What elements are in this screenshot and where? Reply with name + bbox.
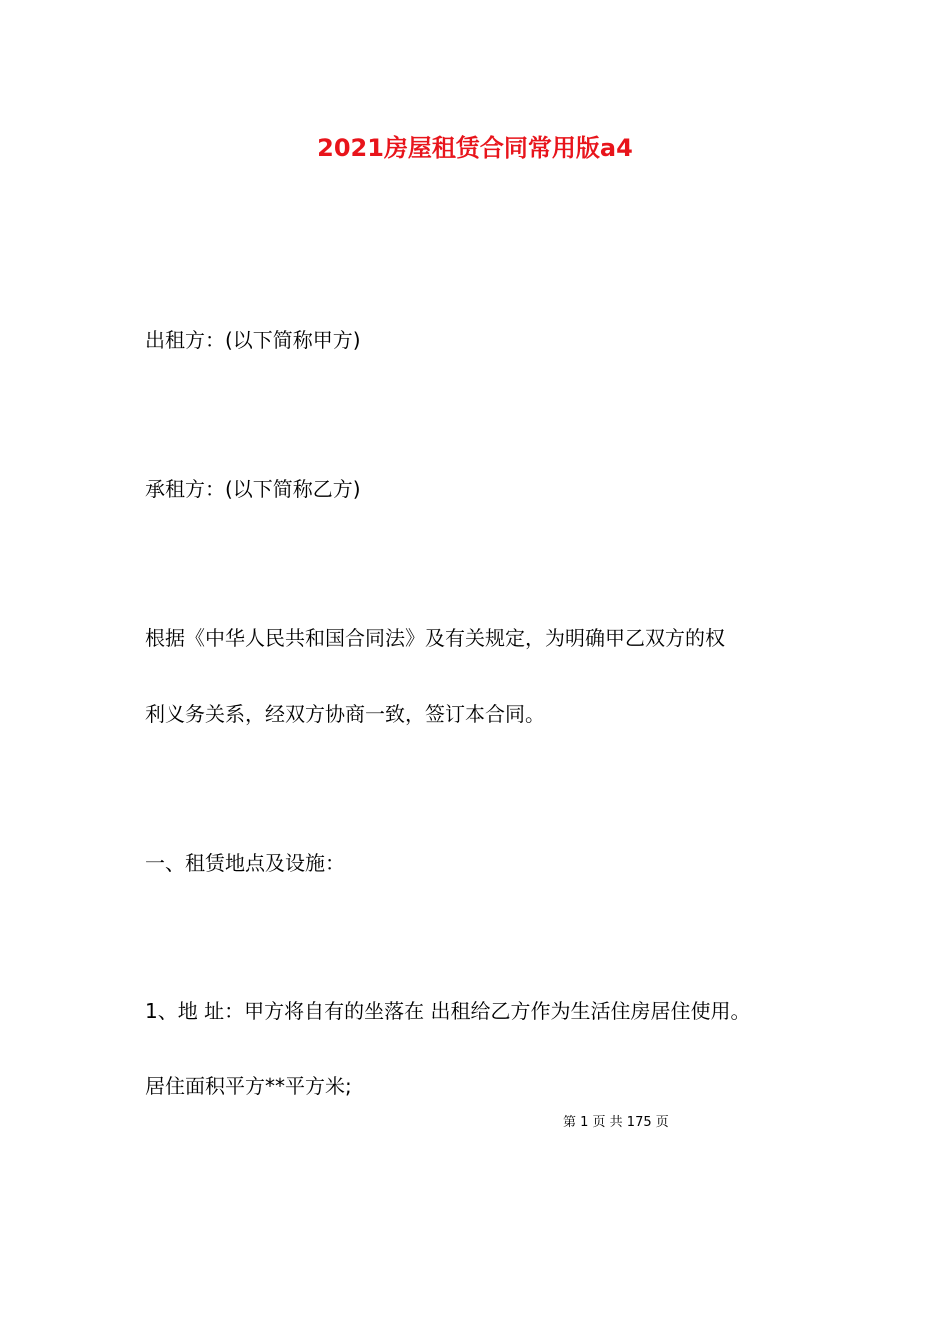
lessee-line: 承租方：(以下简称乙方) <box>145 477 361 501</box>
page-footer: 第 1 页 共 175 页 <box>563 1115 669 1130</box>
lessor-line: 出租方：(以下简称甲方) <box>145 328 361 352</box>
section-heading-1: 一、租赁地点及设施： <box>145 851 345 875</box>
clause-1-line-2: 居住面积平方**平方米; <box>145 1074 352 1098</box>
clause-1-line-1: 1、地 址：甲方将自有的坐落在 出租给乙方作为生活住房居住使用。 <box>145 999 751 1023</box>
preamble-line-2: 利义务关系，经双方协商一致，签订本合同。 <box>145 702 545 726</box>
document-title: 2021房屋租赁合同常用版a4 <box>317 134 633 162</box>
preamble-line-1: 根据《中华人民共和国合同法》及有关规定，为明确甲乙双方的权 <box>145 626 725 650</box>
